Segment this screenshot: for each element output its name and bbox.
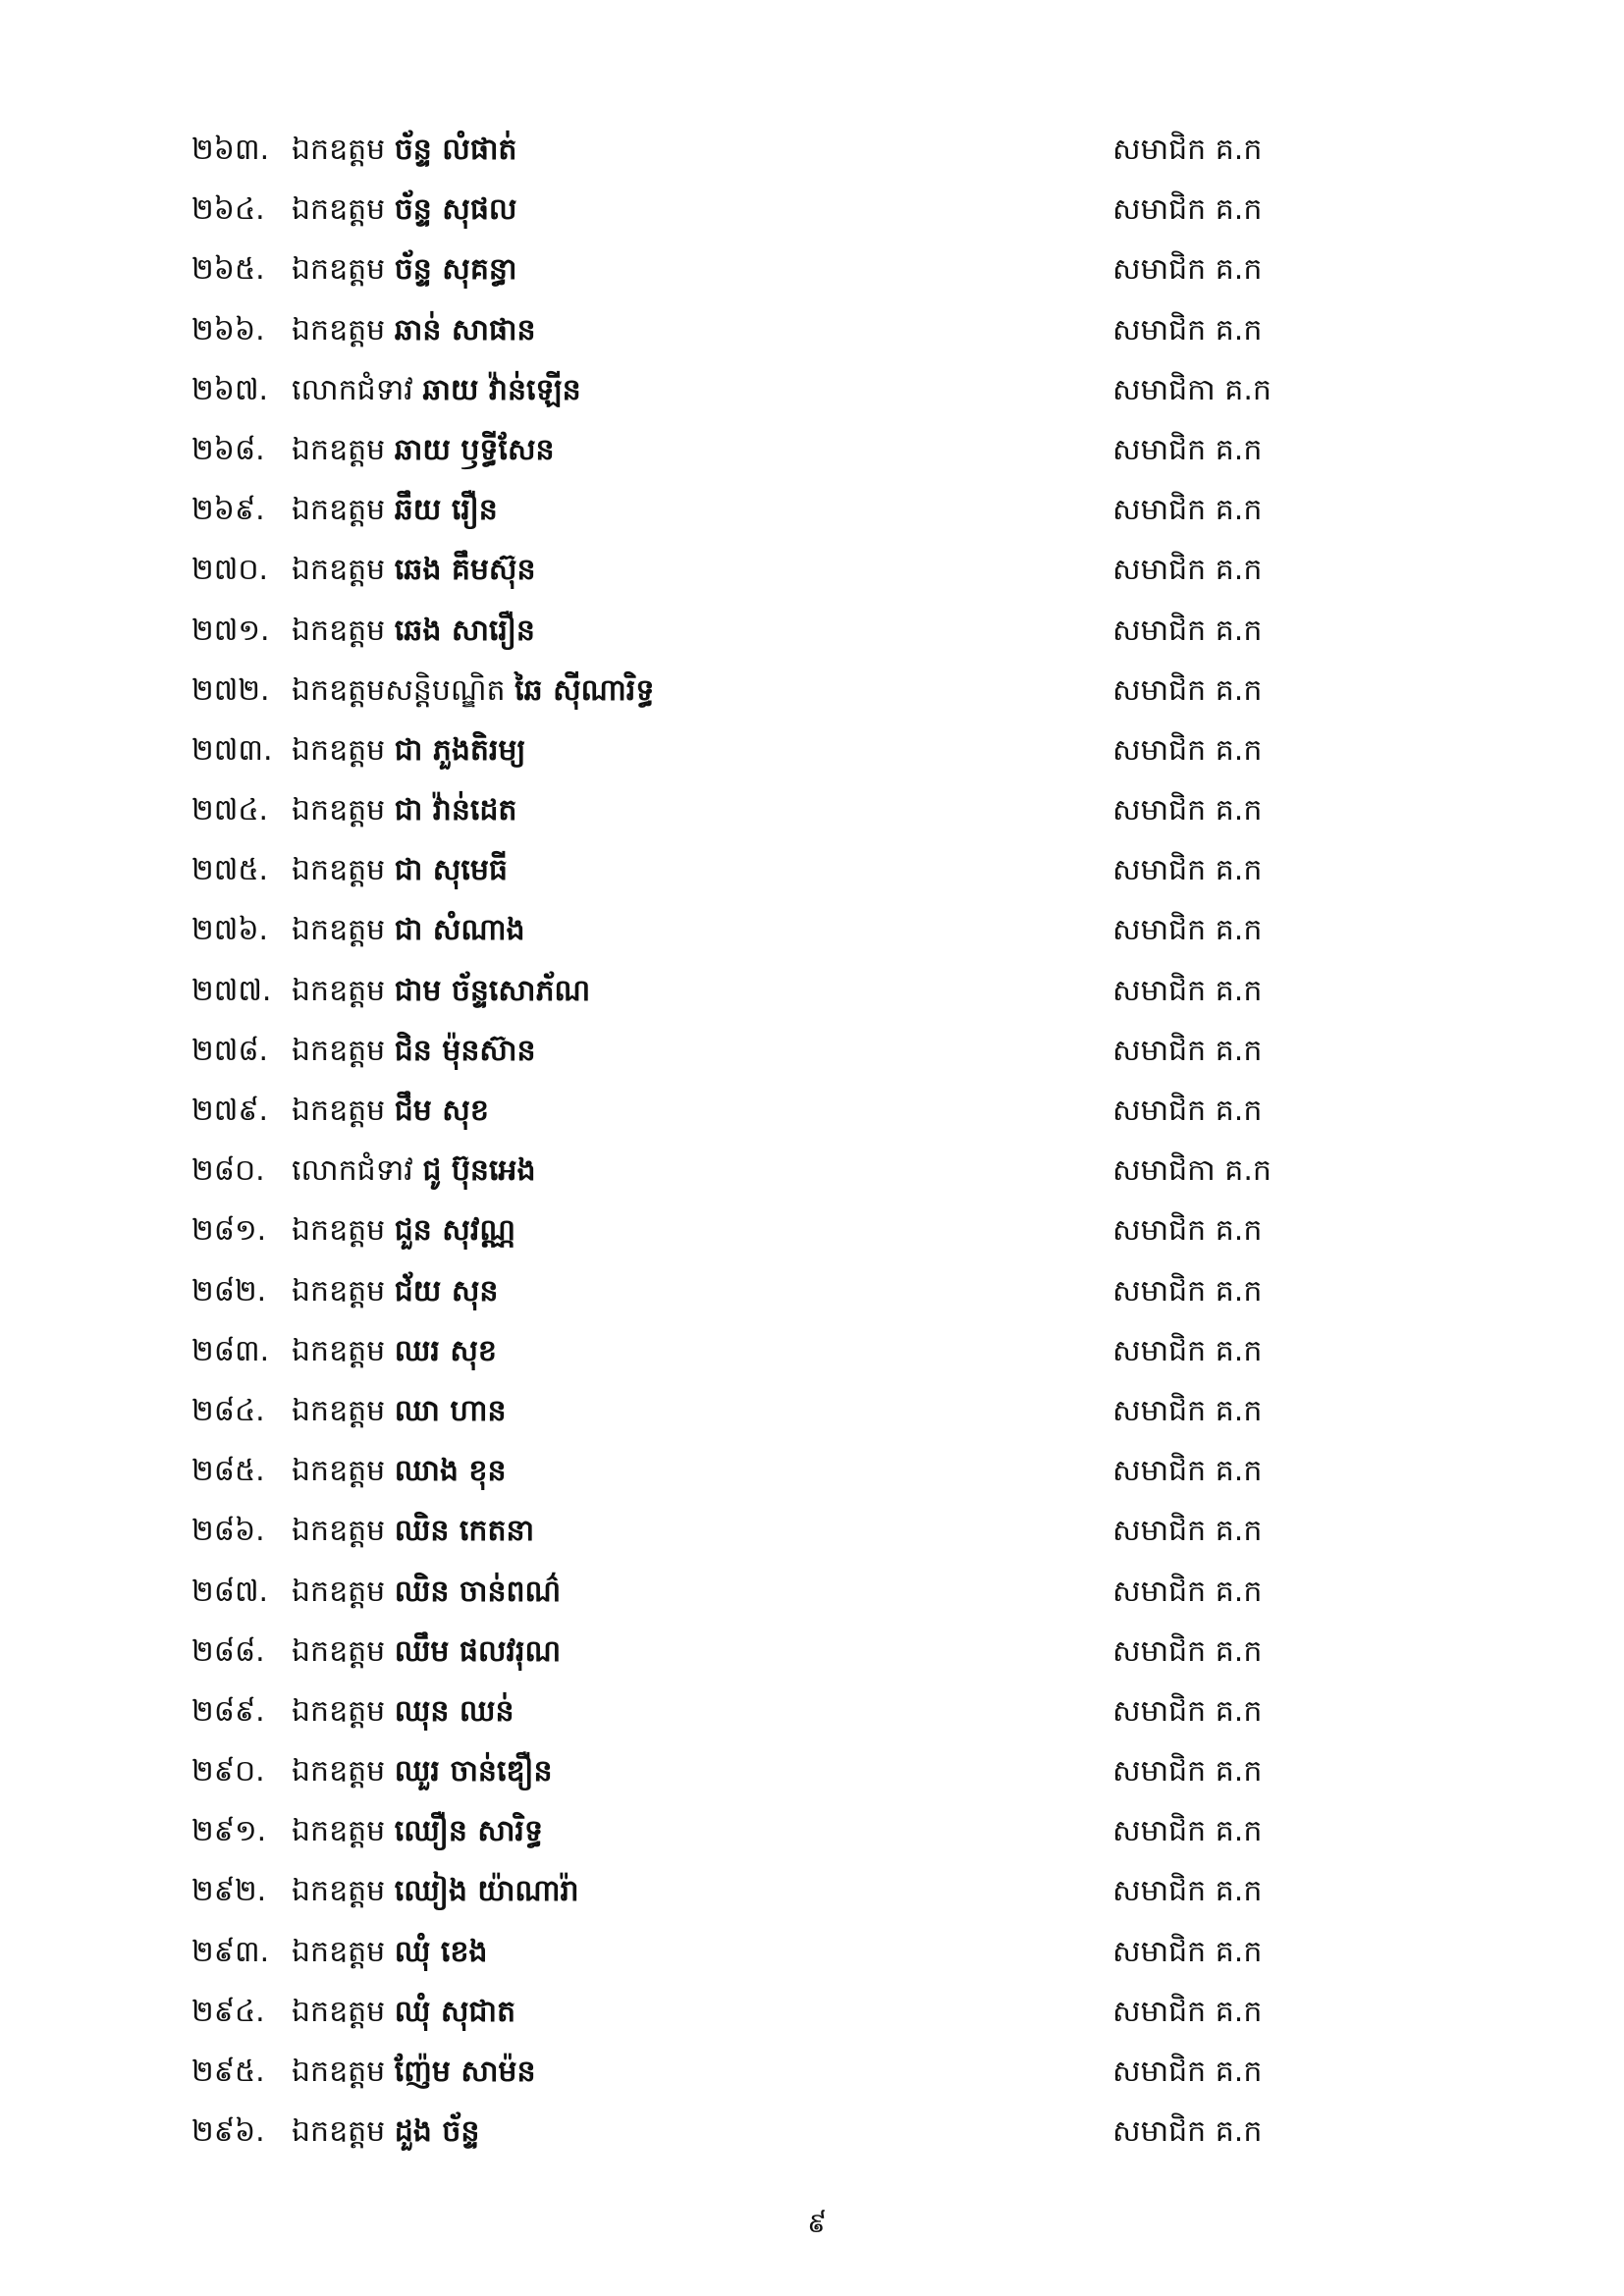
list-item	[0, 120, 1624, 180]
entry-title: ឯកឧត្តម	[292, 1273, 386, 1308]
entry-role: សមាជិក គ.ក	[1112, 1934, 1263, 1969]
entry-person	[292, 840, 508, 900]
entry-number: ២៨០.	[191, 1153, 265, 1189]
list-item	[0, 1562, 1624, 1622]
entry-name: ឈួរ ចាន់ឌឿន	[394, 1754, 553, 1789]
entry-person	[292, 540, 536, 600]
entry-number: ២៨៣.	[191, 1333, 270, 1368]
entry-person	[292, 2102, 479, 2162]
entry-person	[292, 721, 525, 780]
entry-title: ឯកឧត្តម	[292, 432, 386, 467]
entry-title: ឯកឧត្តម	[292, 732, 386, 768]
entry-name: ជាម ច័ន្ទសោភ័ណ	[394, 973, 591, 1008]
entry-role: សមាជិក គ.ក	[1112, 312, 1263, 347]
entry-person	[292, 1021, 536, 1081]
list-item	[0, 1261, 1624, 1321]
entry-number: ២៩៤.	[191, 1994, 265, 2029]
entry-name: ឆាន់ សាផាន	[394, 312, 536, 347]
entry-role: សមាជិក គ.ក	[1112, 553, 1263, 588]
entry-role: សមាជិក គ.ក	[1112, 1514, 1263, 1549]
entry-title: ឯកឧត្តម	[292, 553, 386, 588]
entry-title: ឯកឧត្តម	[292, 1874, 386, 1909]
entry-person	[292, 1982, 515, 2042]
entry-person	[292, 1201, 515, 1260]
entry-person	[292, 1141, 536, 1201]
entry-number: ២៧៩.	[191, 1094, 269, 1128]
entry-name: ឆៃ ស៊ីណារិទ្ធ	[514, 672, 655, 708]
list-item	[0, 1321, 1624, 1381]
entry-name: ញ៉ែម សាម៉ន	[394, 2055, 536, 2089]
entry-person	[292, 360, 581, 420]
list-item	[0, 1501, 1624, 1561]
entry-role: សមាជិក គ.ក	[1112, 1574, 1263, 1609]
entry-number: ២៦៤.	[191, 192, 265, 228]
entry-name: ច័ន្ទ លំផាត់	[394, 133, 517, 167]
entry-person	[292, 300, 536, 360]
entry-person	[292, 1562, 561, 1622]
entry-role: សមាជិក គ.ក	[1112, 252, 1263, 288]
entry-role: សមាជិក គ.ក	[1112, 1333, 1263, 1368]
entry-number: ២៨៨.	[191, 1633, 265, 1669]
entry-number: ២៧៦.	[191, 913, 269, 948]
entry-title: ឯកឧត្តម	[292, 1633, 386, 1669]
entry-title: ឯកឧត្តម	[292, 192, 386, 228]
entry-person	[292, 1741, 553, 1801]
entry-role: សមាជិក គ.ក	[1112, 1633, 1263, 1669]
entry-title: ឯកឧត្តម	[292, 613, 386, 648]
entry-number: ២៧០.	[191, 553, 269, 588]
entry-name: ជា ភួងតិរម្យ	[394, 732, 526, 768]
list-item	[0, 1441, 1624, 1501]
entry-role: សមាជិក គ.ក	[1112, 613, 1263, 648]
entry-name: ដួង ច័ន្ទ	[394, 2114, 480, 2150]
entry-title: ឯកឧត្តម	[292, 133, 386, 167]
entry-role: សមាជិក គ.ក	[1112, 1273, 1263, 1308]
entry-number: ២៦៨.	[191, 432, 265, 467]
list-item	[0, 1622, 1624, 1682]
entry-number: ២៩១.	[191, 1814, 267, 1849]
entry-role: សមាជិក គ.ក	[1112, 1213, 1263, 1249]
list-item	[0, 540, 1624, 600]
entry-role: សមាជិក គ.ក	[1112, 1994, 1263, 2029]
entry-person	[292, 1801, 543, 1861]
entry-name: ឈៀង យ៉ាណារ៉ា	[394, 1874, 579, 1909]
entry-name: ឆាយ ឫទ្ធីសែន	[394, 432, 555, 467]
entry-number: ២៨៦.	[191, 1514, 265, 1549]
entry-number: ២៦៩.	[191, 493, 265, 528]
entry-person	[292, 1441, 506, 1501]
entry-name: ឈឿន សារិទ្ធ	[394, 1814, 543, 1849]
entry-number: ២៨៩.	[191, 1693, 265, 1729]
entry-person	[292, 900, 525, 960]
entry-number: ២៦៧.	[191, 372, 269, 407]
entry-name: ជឹម សុខ	[394, 1094, 489, 1128]
entry-title: ឯកឧត្តម	[292, 493, 386, 528]
entry-number: ២៧១.	[191, 613, 270, 648]
entry-person	[292, 420, 555, 480]
entry-person	[292, 480, 498, 540]
list-item	[0, 840, 1624, 900]
entry-title: ឯកឧត្តម	[292, 1754, 386, 1789]
entry-title: ឯកឧត្តម	[292, 2055, 386, 2089]
entry-title: ឯកឧត្តម	[292, 1693, 386, 1729]
entry-role: សមាជិក គ.ក	[1112, 913, 1263, 948]
entry-title: ឯកឧត្តម	[292, 853, 386, 888]
entry-role: សមាជិក គ.ក	[1112, 973, 1263, 1008]
entry-title: ឯកឧត្តម	[292, 312, 386, 347]
list-item	[0, 1861, 1624, 1921]
list-item	[0, 1141, 1624, 1201]
entry-name: ឈា ហាន	[394, 1393, 507, 1428]
entry-role: សមាជិក គ.ក	[1112, 672, 1263, 708]
entry-person	[292, 1922, 487, 1982]
entry-title: ឯកឧត្តម	[292, 2114, 386, 2150]
member-list	[0, 120, 1624, 2162]
entry-role: សមាជិក គ.ក	[1112, 493, 1263, 528]
entry-name: ឈិន កេតនា	[394, 1514, 535, 1549]
entry-number: ២៦៣.	[191, 133, 270, 167]
entry-number: ២៩៣.	[191, 1934, 270, 1969]
entry-name: ឆេង សារឿន	[394, 613, 535, 648]
entry-role: សមាជិក គ.ក	[1112, 793, 1263, 828]
entry-person	[292, 2042, 536, 2102]
entry-role: សមាជិក គ.ក	[1112, 192, 1263, 228]
entry-name: ឈិន ចាន់ពណ៌	[394, 1574, 562, 1609]
entry-name: ជ័យ សុន	[394, 1273, 499, 1308]
entry-role: សមាជិក គ.ក	[1112, 432, 1263, 467]
entry-number: ២៨៤.	[191, 1393, 265, 1428]
list-item	[0, 240, 1624, 299]
entry-title: ឯកឧត្តមសន្តិបណ្ឌិត	[292, 672, 506, 708]
list-item	[0, 1021, 1624, 1081]
entry-name: ច័ន្ទ សុផល	[394, 192, 517, 228]
entry-title: ឯកឧត្តម	[292, 1514, 386, 1549]
entry-title: ឯកឧត្តម	[292, 1814, 386, 1849]
entry-number: ២៧២.	[191, 672, 270, 708]
entry-role: សមាជិក គ.ក	[1112, 853, 1263, 888]
entry-title: ឯកឧត្តម	[292, 793, 386, 828]
entry-role: សមាជិកា គ.ក	[1112, 1153, 1272, 1189]
entry-title: ឯកឧត្តម	[292, 1994, 386, 2029]
list-item	[0, 1381, 1624, 1441]
entry-number: ២៩៦.	[191, 2114, 265, 2150]
entry-number: ២៦៦.	[191, 312, 265, 347]
entry-name: ឈរ សុខ	[394, 1333, 497, 1368]
entry-person	[292, 240, 516, 299]
entry-title: ឯកឧត្តម	[292, 1574, 386, 1609]
entry-name: ឈុំ សុជាត	[394, 1994, 516, 2029]
entry-name: ឈុន ឈន់	[394, 1693, 514, 1729]
entry-number: ២៩៥.	[191, 2055, 265, 2089]
entry-name: ឆឹយ រឿន	[394, 493, 498, 528]
entry-number: ២៨៥.	[191, 1454, 265, 1489]
entry-role: សមាជិកា គ.ក	[1112, 372, 1272, 407]
entry-name: ជួន សុវណ្ណ	[394, 1213, 516, 1249]
entry-number: ២៨១.	[191, 1213, 267, 1249]
entry-title: ឯកឧត្តម	[292, 1213, 386, 1249]
entry-title: ឯកឧត្តម	[292, 1393, 386, 1428]
entry-person	[292, 1622, 561, 1682]
entry-number: ២៧៥.	[191, 853, 269, 888]
entry-title: លោកជំទាវ	[292, 372, 413, 407]
list-item	[0, 2042, 1624, 2102]
entry-person	[292, 1501, 534, 1561]
entry-number: ២៧៨.	[191, 1033, 269, 1068]
list-item	[0, 721, 1624, 780]
entry-name: ឈាង ខុន	[394, 1454, 507, 1489]
list-item	[0, 1682, 1624, 1741]
entry-role: សមាជិក គ.ក	[1112, 1874, 1263, 1909]
entry-title: ឯកឧត្តម	[292, 252, 386, 288]
entry-name: ជា សំណាង	[394, 913, 525, 948]
entry-role: សមាជិក គ.ក	[1112, 1693, 1263, 1729]
entry-name: ជូ ប៊ុនអេង	[422, 1153, 536, 1189]
list-item	[0, 2102, 1624, 2162]
entry-person	[292, 661, 654, 721]
entry-name: ច័ន្ទ សុគន្ធា	[394, 252, 517, 288]
entry-title: ឯកឧត្តម	[292, 913, 386, 948]
entry-name: ឈឹម ផលវរុណ	[394, 1633, 562, 1669]
list-item	[0, 360, 1624, 420]
entry-title: ឯកឧត្តម	[292, 1094, 386, 1128]
entry-number: ២៦៥.	[191, 252, 265, 288]
entry-title: ឯកឧត្តម	[292, 973, 386, 1008]
entry-role: សមាជិក គ.ក	[1112, 1754, 1263, 1789]
entry-person	[292, 1261, 498, 1321]
entry-role: សមាជិក គ.ក	[1112, 732, 1263, 768]
list-item	[0, 1081, 1624, 1141]
list-item	[0, 1741, 1624, 1801]
list-item	[0, 1201, 1624, 1260]
entry-title: លោកជំទាវ	[292, 1153, 413, 1189]
entry-title: ឯកឧត្តម	[292, 1333, 386, 1368]
entry-number: ២៩២.	[191, 1874, 267, 1909]
entry-person	[292, 961, 590, 1021]
entry-title: ឯកឧត្តម	[292, 1934, 386, 1969]
entry-person	[292, 1682, 514, 1741]
entry-number: ២៧៤.	[191, 793, 269, 828]
list-item	[0, 1922, 1624, 1982]
list-item	[0, 1982, 1624, 2042]
list-item	[0, 1801, 1624, 1861]
entry-number: ២៧៣.	[191, 732, 273, 768]
entry-role: សមាជិក គ.ក	[1112, 1393, 1263, 1428]
entry-person	[292, 180, 516, 240]
page-number: ៩	[807, 2207, 827, 2239]
entry-person	[292, 1381, 506, 1441]
entry-role: សមាជិក គ.ក	[1112, 1814, 1263, 1849]
entry-person	[292, 1081, 489, 1141]
entry-person	[292, 1321, 497, 1381]
entry-role: សមាជិក គ.ក	[1112, 133, 1263, 167]
entry-number: ២៨២.	[191, 1273, 267, 1308]
list-item	[0, 661, 1624, 721]
entry-role: សមាជិក គ.ក	[1112, 1033, 1263, 1068]
entry-number: ២៨៧.	[191, 1574, 269, 1609]
entry-person	[292, 1861, 579, 1921]
list-item	[0, 300, 1624, 360]
entry-name: ឆាយ វ៉ាន់ឡើន	[422, 372, 581, 407]
entry-person	[292, 601, 535, 661]
list-item	[0, 780, 1624, 840]
entry-person	[292, 120, 516, 180]
entry-name: ឆេង គឹមស៊ុន	[394, 553, 536, 588]
entry-title: ឯកឧត្តម	[292, 1454, 386, 1489]
list-item	[0, 480, 1624, 540]
entry-title: ឯកឧត្តម	[292, 1033, 386, 1068]
entry-role: សមាជិក គ.ក	[1112, 1094, 1263, 1128]
entry-person	[292, 780, 516, 840]
entry-name: ជា វ៉ាន់ដេត	[394, 793, 517, 828]
entry-number: ២៧៧.	[191, 973, 272, 1008]
entry-role: សមាជិក គ.ក	[1112, 2055, 1263, 2089]
list-item	[0, 601, 1624, 661]
list-item	[0, 180, 1624, 240]
entry-number: ២៩០.	[191, 1754, 265, 1789]
entry-name: ឈុំ ខេង	[394, 1934, 488, 1969]
entry-role: សមាជិក គ.ក	[1112, 1454, 1263, 1489]
list-item	[0, 961, 1624, 1021]
entry-name: ជា សុមេធី	[394, 853, 508, 888]
list-item	[0, 900, 1624, 960]
entry-role: សមាជិក គ.ក	[1112, 2114, 1263, 2150]
list-item	[0, 420, 1624, 480]
entry-name: ជិន ម៉ុនស៊ាន	[394, 1033, 536, 1068]
